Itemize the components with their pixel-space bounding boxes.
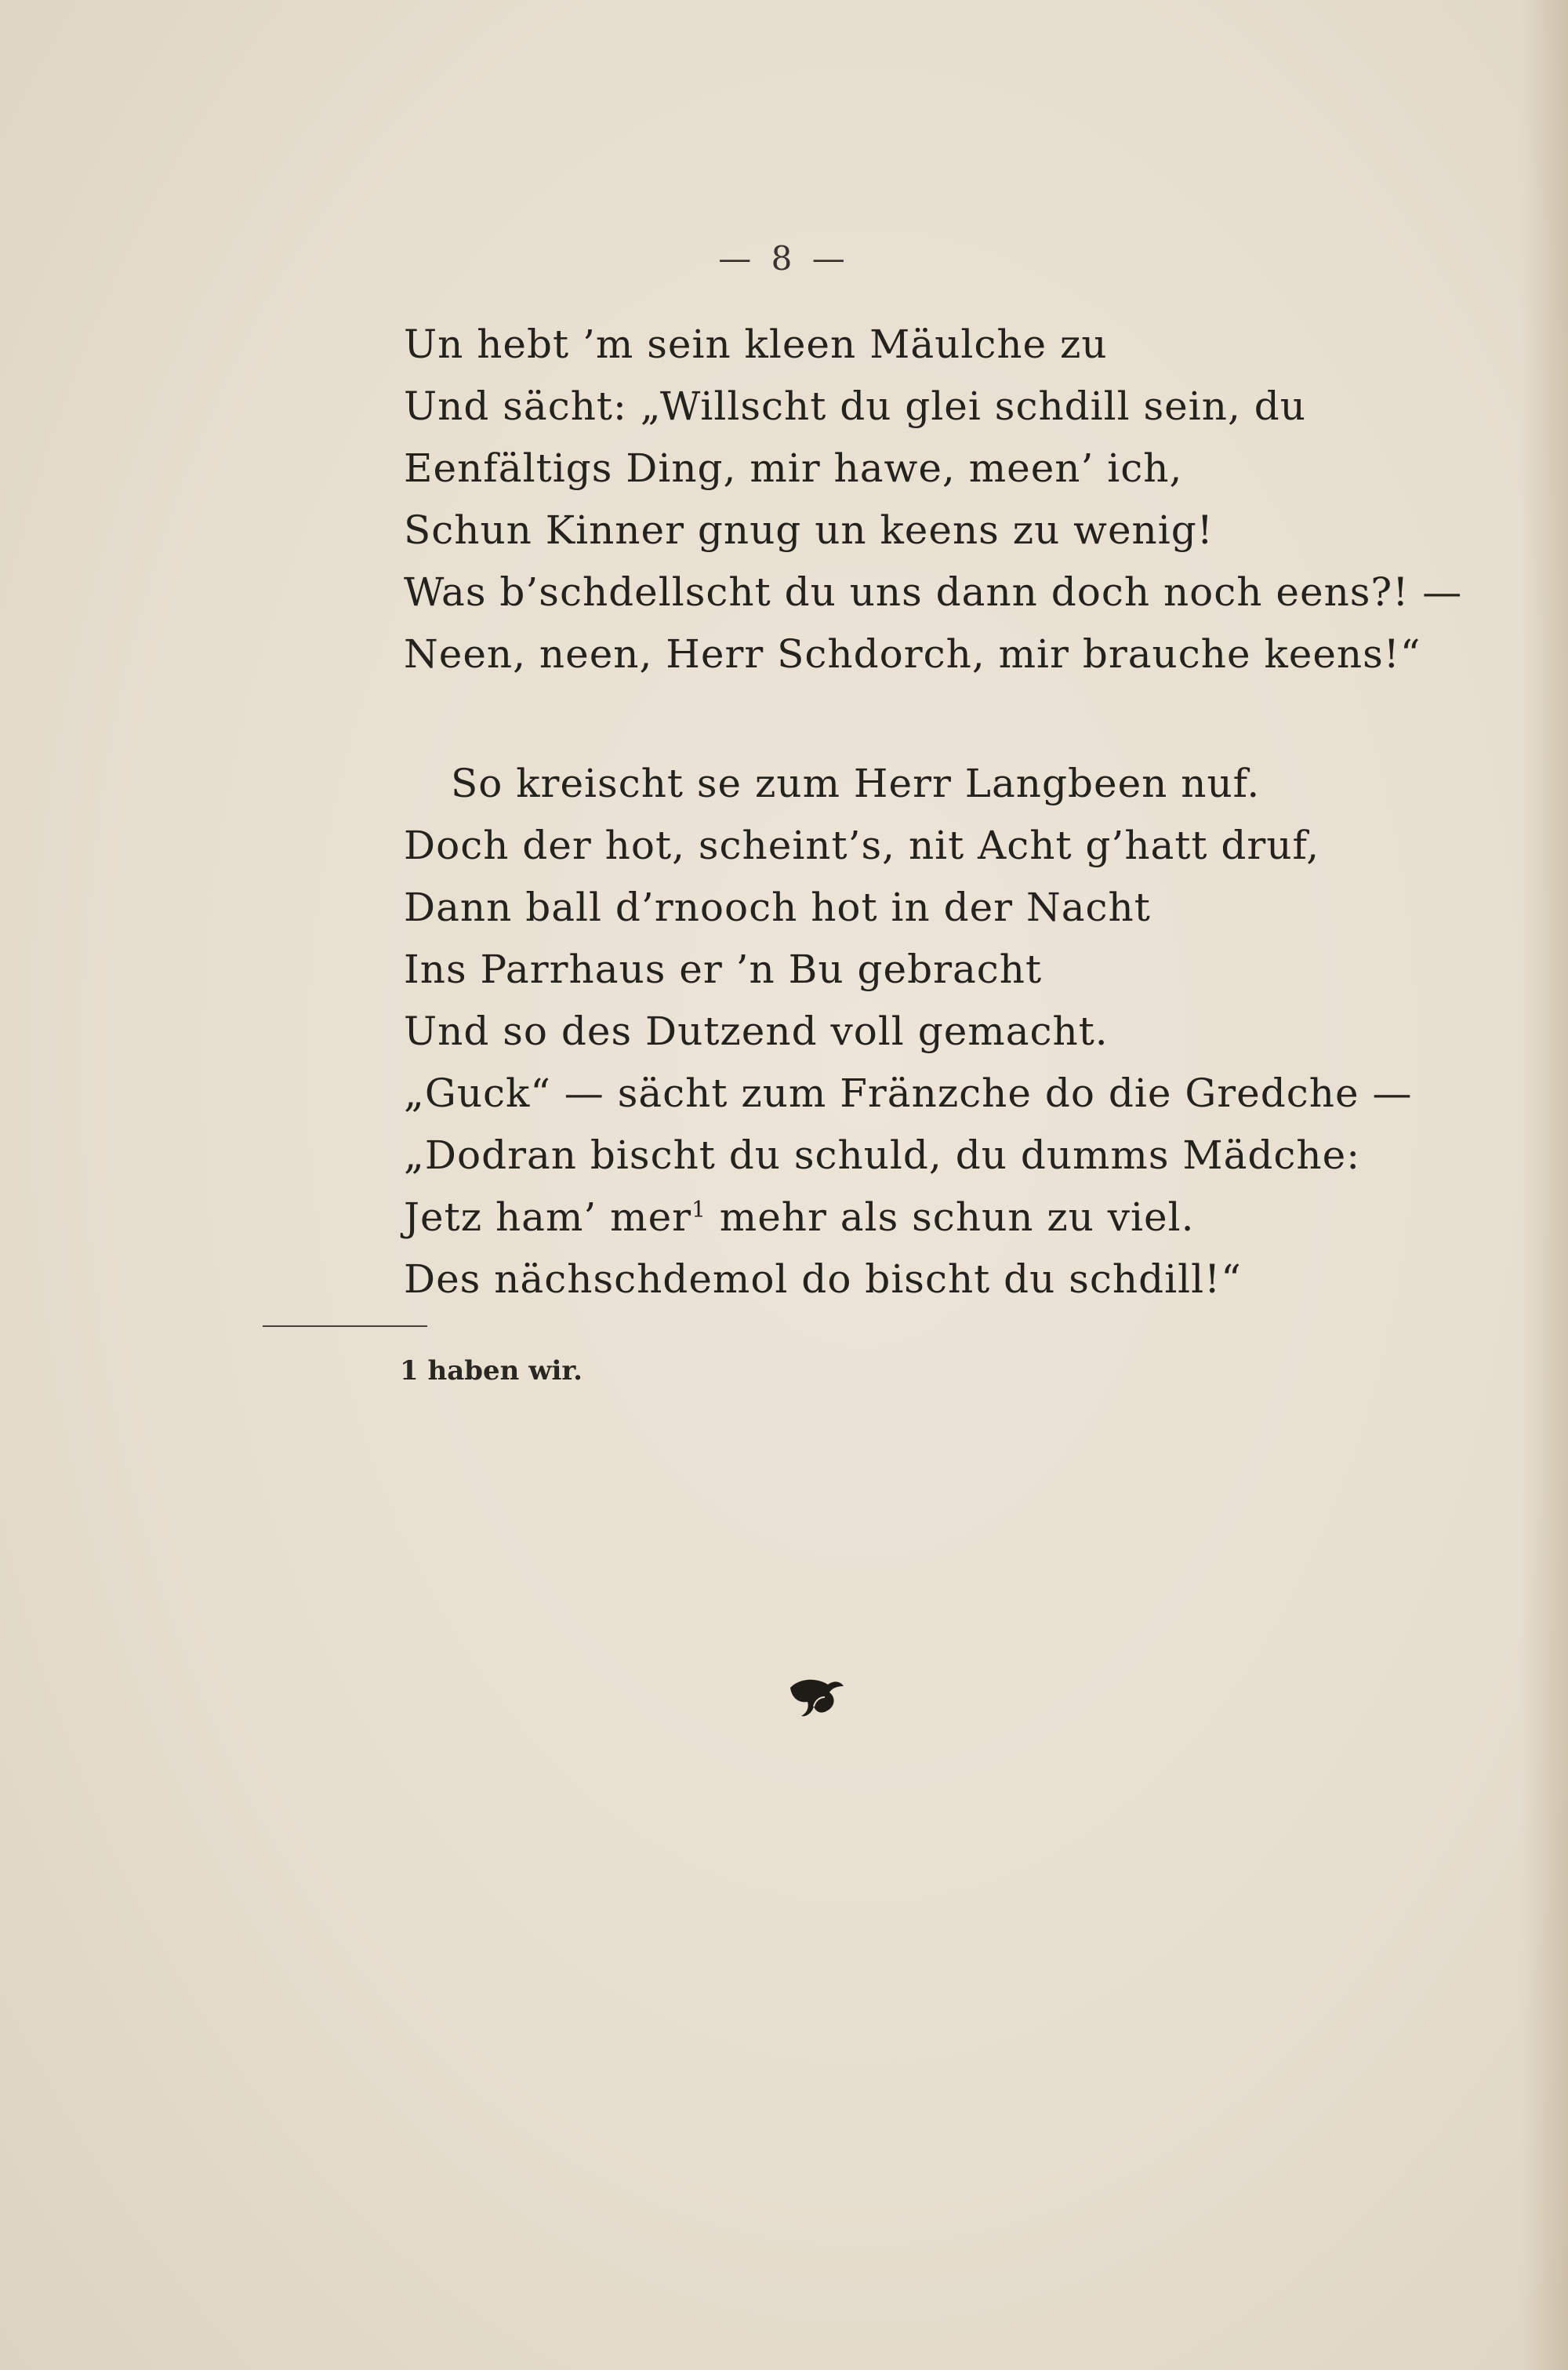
footnote: 1 haben wir.	[400, 1355, 583, 1387]
verse-line: So kreischt se zum Herr Langbeen nuf.	[451, 761, 1261, 806]
page-edge-shadow	[1521, 0, 1568, 2370]
verse-line: Eenfältigs Ding, mir hawe, meen’ ich,	[404, 445, 1183, 491]
verse-line: Un hebt ’m sein kleen Mäulche zu	[404, 322, 1108, 367]
stanza-1	[404, 314, 1463, 685]
verse-line: Dann ball d’rnooch hot in der Nacht	[404, 885, 1151, 930]
verse-text: Jetz ham’ mer	[404, 1194, 692, 1240]
verse-line: „Guck“ — sächt zum Fränzche do die Gredche —	[404, 1070, 1413, 1116]
page-number: — 8 —	[718, 239, 850, 278]
verse-text: mehr als schun zu viel.	[706, 1194, 1195, 1240]
leaf-ornament-icon	[784, 1670, 847, 1725]
verse-line: Schun Kinner gnug un keens zu wenig!	[404, 507, 1214, 553]
stanza-2	[404, 753, 1423, 1310]
verse-line: Und so des Dutzend voll gemacht.	[404, 1009, 1109, 1054]
verse-line: Was b’schdellscht du uns dann doch noch eens?! —	[404, 569, 1463, 615]
verse-line: Und sächt: „Willscht du glei schdill sein, du	[404, 383, 1306, 429]
verse-line: Des nächschdemol do bischt du schdill!“	[404, 1256, 1242, 1302]
verse-line: Doch der hot, scheint’s, nit Acht g’hatt druf,	[404, 823, 1320, 868]
verse-line-with-footnote	[404, 1187, 1423, 1249]
verse-line: Neen, neen, Herr Schdorch, mir brauche keens!“	[404, 631, 1421, 677]
verse-line: Ins Parrhaus er ’n Bu gebracht	[404, 947, 1043, 992]
footnote-reference: 1	[691, 1196, 706, 1223]
footnote-divider	[263, 1325, 427, 1327]
verse-line: „Dodran bischt du schuld, du dumms Mädche:	[404, 1132, 1361, 1178]
